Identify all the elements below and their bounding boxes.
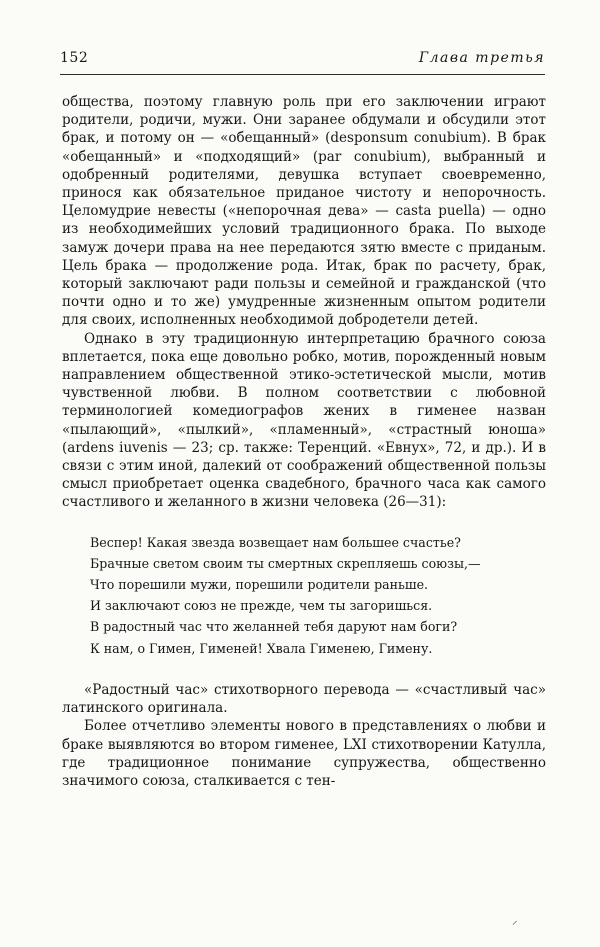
paragraph-3: «Радостный час» стихотворного перевода — «счастливый час» латинского оригинала. bbox=[62, 681, 546, 717]
paragraph-2: Однако в эту традиционную интерпретацию брачного союза вплетается, пока еще довольно робко, мотив, порожденный новым направлением общественной этико-эстетической мысли, мотив чувственной любви. В полном соответствии с любовной терминологией комедиографов жених в гименее назван «пылающий», «пылкий», «пламенный», «страстный юноша» (ardens iuvenis — 23; ср. также: Теренций. «Евнух», 72, и др.). И в связи с этим иной, далекий от соображений общественной пользы смысл приобретает оценка свадебного, брачного часа как самого счастливого и желанного в жизни человека (26—31): bbox=[62, 330, 546, 511]
verse-quotation bbox=[90, 532, 546, 659]
verse-line: Веспер! Какая звезда возвещает нам большее счастье? bbox=[90, 534, 461, 550]
verse-line: К нам, о Гимен, Гименей! Хвала Гименею, Гимену. bbox=[90, 640, 433, 656]
page-number: 152 bbox=[60, 50, 89, 66]
printer-mark-icon: ⸝ bbox=[512, 914, 518, 927]
page-header bbox=[60, 46, 545, 70]
body-text bbox=[62, 93, 546, 790]
verse-line: И заключают союз не прежде, чем ты загоришься. bbox=[90, 598, 433, 614]
verse-line: Что порешили мужи, порешили родители раньше. bbox=[90, 577, 429, 593]
running-head: Глава третья bbox=[418, 50, 545, 66]
paragraph-1: общества, поэтому главную роль при его заключении играют родители, родичи, мужи. Они заранее обдумали и обсудили этот брак, и потому он — «обещанный» (desponsum conubium). В брак «обещанный» и «подходящий» (par conubium), выбранный и одобренный родителями, девушка вступает своевременно, принося как обязательное приданое чистоту и непорочность. Целомудрие невесты («непорочная дева» — casta puella) — одно из необходимейших условий традиционного брака. По выходе замуж дочери права на нее передаются зятю вместе с приданым. Цель брака — продолжение рода. Итак, брак по расчету, брак, который заключают ради пользы и семейной и гражданской (что почти одно и то же) умудренные жизненным опытом родители для своих, исполненных необходимой добродетели детей. bbox=[62, 94, 546, 329]
verse-line: Брачные светом своим ты смертных скрепляешь союзы,— bbox=[90, 555, 481, 571]
header-rule bbox=[60, 74, 545, 75]
paragraph-4: Более отчетливо элементы нового в представлениях о любви и браке выявляются во втором гименее, LXI стихотворении Катулла, где традиционное понимание супружества, общественно значимого союза, сталкивается с тен- bbox=[62, 718, 546, 789]
verse-line: В радостный час что желанней тебя даруют нам боги? bbox=[90, 619, 458, 635]
